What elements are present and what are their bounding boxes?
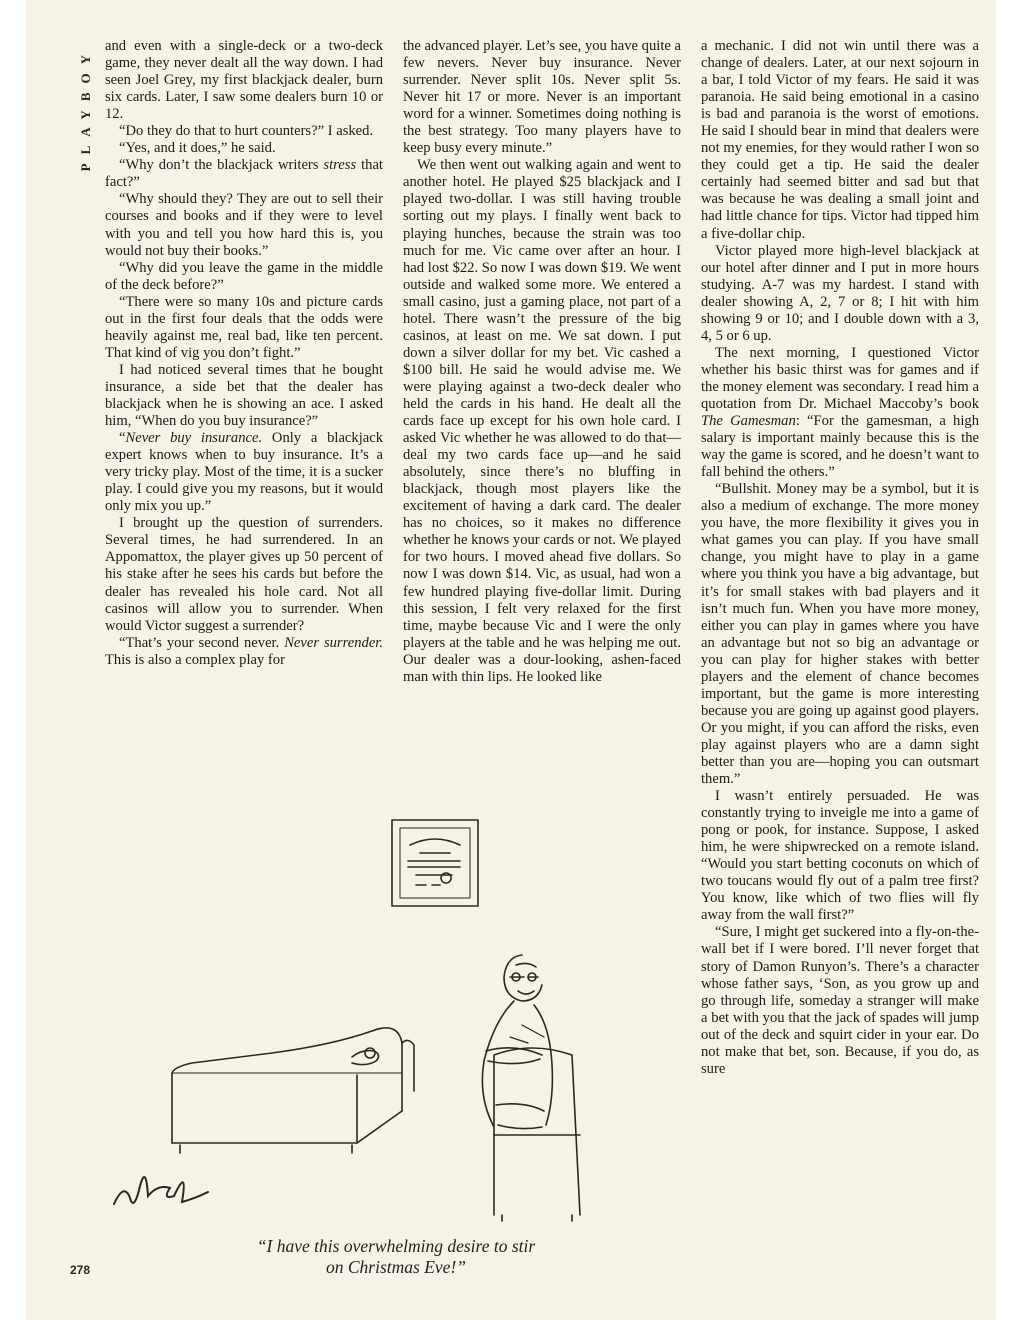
paragraph: “Why should they? They are out to sell their courses and books and if they were to level with you and tell you how hard this is, you would not buy their books.” xyxy=(105,191,383,259)
paragraph: “Yes, and it does,” he said. xyxy=(119,140,276,157)
paragraph: The next morning, I questioned Victor whether his basic thirst was for games and if the money element was secondary. I read him a quotation from Dr. Michael Maccoby’s book The Gamesman: “For the gamesman, a high salary is important mainly because this is the way the game is scored, and he doesn’t want to fall behind the others.” xyxy=(701,344,979,481)
paragraph: We then went out walking again and went to another hotel. He played $25 blackjack and I played two-dollar. I was still having trouble sorting out my plays. I finally went back to playing hunches, because the strain was too much for me. Vic came over after an hour. I had lost $22. So now I was down $19. We went outside and walked some more. We entered a small casino, just a gaming place, not part of a hotel. There wasn’t the pressure of the big casinos, at least on me. We sat down. I put down a silver dollar for my bet. Vic cashed a $100 bill. He said he would advise me. We were playing against a two-deck dealer who held the cards in his hand. He dealt all the cards face up except for his own hole card. I asked Vic whether he was allowed to do that—deal my two cards face up—and he said absolutely, since there’s no bluffing in blackjack, though most players like the excitement of having a dark card. The dealer has no choices, so it makes no difference whether he knows your cards or not. We played for two hours. I moved ahead five dollars. So now I was down $14. Vic, as usual, had won a few hundred playing five-dollar limit. During this session, I felt very relaxed for the first time, maybe because Vic and I were the only players at the table and he was helping me out. Our dealer was a dour-looking, ashen-faced man with thin lips. He looked like xyxy=(403,157,681,685)
wall-frame-drawing xyxy=(392,820,478,906)
paragraph: the advanced player. Let’s see, you have quite a few nevers. Never buy insurance. Never surrender. Never split 10s. Never split 5s. Never hit 17 or more. Never is an important word for a winner. Sometimes doing nothing is the best strategy. Too many players have to keep busy every minute.” xyxy=(403,38,681,157)
page-number: 278 xyxy=(70,1263,91,1277)
paragraph: I wasn’t entirely persuaded. He was constantly trying to inveigle me into a game of pong or pook, for instance. Suppose, I asked him, he were shipwrecked on a remote island. “Would you start betting coconuts on which of two toucans would fly out of a palm tree first? You know, like which of two flies will fly away from the wall first?” xyxy=(701,788,979,924)
paragraph: a mechanic. I did not win until there was a change of dealers. Later, at our next sojourn in a bar, I told Victor of my fears. He said it was paranoia. He said being emotional in a casino is bad and paranoia is the worst of emotions. He said I should bear in mind that dealers were not my enemies, for they would rather I won so they could get a tip. He said the dealer certainly had seemed bitter and sad but that was because he was dealing a small joint and had little chance for tips. Victor had tipped him a five-dollar chip. xyxy=(701,38,979,242)
text-column-3 xyxy=(701,38,979,1078)
paragraph: “Bullshit. Money may be a symbol, but it is also a medium of exchange. The more money you have, the more flexibility it gives you in what games you can play. If you have small change, you might have to play in a game where you think you have a big advantage, but it’s for small stakes with bad players and it isn’t much fun. When you have more money, either you can play in games where you have an advantage but not so big an advantage or you can play for higher stakes with better players and the element of chance becomes important, but the game is more interesting because you are going up against good players. Or you might, if you can afford the risks, even play against players who are a damn sight better than you are—hoping you can outsmart them.” xyxy=(701,481,979,788)
cartoon-caption-line-1: “I have this overwhelming desire to stir xyxy=(256,1236,536,1256)
paragraph: “Why don’t the blackjack writers stress that fact?” xyxy=(105,157,383,191)
paragraph: “Never buy insurance. Only a blackjack expert knows when to buy insurance. It’s a very tricky play. Most of the time, it is a sucker play. I could give you my reasons, but it would only mix you up.” xyxy=(105,430,383,515)
cartoon-caption xyxy=(216,1236,576,1278)
paragraph: Victor played more high-level blackjack at our hotel after dinner and I put in more hours studying. A-7 was my hardest. I stand with dealer showing A, 2, 7 or 8; I hit with him showing 9 or 10; and I double down with a 3, 4, 5 or 6 up. xyxy=(701,242,979,344)
magazine-page xyxy=(26,0,996,1320)
psychiatrist-drawing xyxy=(482,955,552,1129)
text-column-2 xyxy=(403,38,681,686)
paragraph: “There were so many 10s and picture cards out in the first four deals that the odds were heavily against me, real bad, like ten percent. That kind of vig you don’t fight.” xyxy=(105,293,383,361)
chair-drawing xyxy=(494,1048,580,1221)
paragraph: “Why did you leave the game in the middle of the deck before?” xyxy=(105,259,383,293)
paragraph: “Sure, I might get suckered into a fly-on-the-wall bet if I were bored. I’ll never forget that story of Damon Runyon’s. There’s a character whose father says, ‘Son, as you grow up and go through life, someday a stranger will make a bet with you that the jack of spades will jump out of the deck and squirt cider in your ear. Do not make that bet, son. Because, if you do, as sure xyxy=(701,924,979,1077)
couch-drawing xyxy=(172,1028,414,1153)
magazine-running-title: PLAYBOY xyxy=(78,46,93,172)
cartoon-caption-line-2: on Christmas Eve!” xyxy=(326,1257,466,1277)
artist-signature xyxy=(110,1160,260,1220)
paragraph: I brought up the question of surrenders. Several times, he had surrendered. In an Appomattox, the player gives up 50 percent of his stake after he sees his cards but before the dealer has revealed his hole card. Not all casinos will allow you to surrender. When would Victor suggest a surrender? xyxy=(105,515,383,634)
paragraph: and even with a single-deck or a two-deck game, they never dealt all the way down. I had seen Joel Grey, my first blackjack dealer, burn six cards. Later, I saw some dealers burn 10 or 12. xyxy=(105,38,383,123)
patient-hand-drawing xyxy=(352,1048,379,1065)
paragraph: “Do they do that to hurt counters?” I asked. xyxy=(119,123,374,140)
paragraph: I had noticed several times that he bought insurance, a side bet that the dealer has blackjack when he is showing an ace. I asked him, “When do you buy insurance?” xyxy=(105,361,383,430)
paragraph: “That’s your second never. Never surrender. This is also a complex play for xyxy=(105,634,384,668)
text-column-1 xyxy=(105,38,383,669)
